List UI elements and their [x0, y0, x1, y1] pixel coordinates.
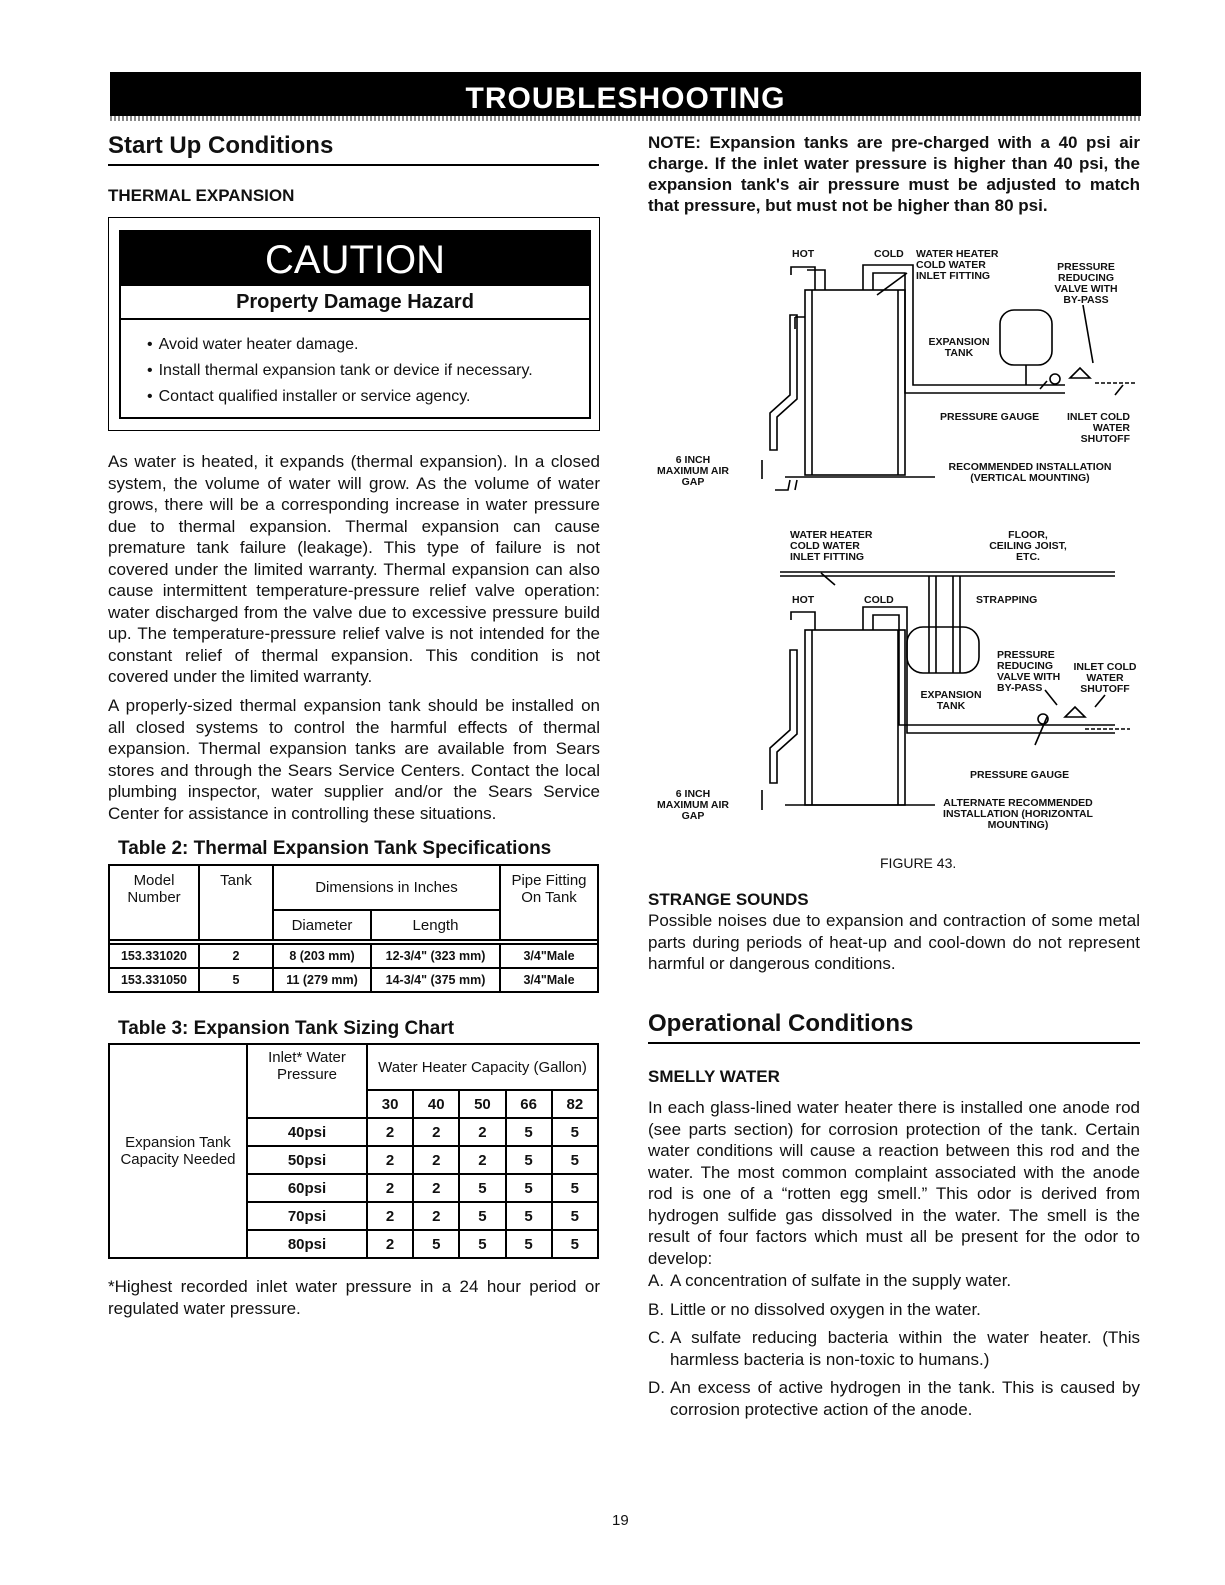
table3-header-inlet: Inlet* Water Pressure	[247, 1044, 367, 1118]
caution-subtitle: Property Damage Hazard	[121, 286, 589, 320]
table3-cell: 5	[552, 1118, 598, 1146]
fig-label-cold-bottom: COLD	[864, 594, 894, 606]
list-item	[648, 1270, 1140, 1292]
figure-43-diagram	[645, 245, 1145, 845]
caution-panel	[119, 230, 591, 419]
table2-cell: 3/4"Male	[500, 968, 598, 992]
table3	[108, 1043, 599, 1259]
fig-label-exp-tank-bottom: EXPANSION TANK	[920, 689, 982, 712]
table3-gallon: 40	[413, 1090, 459, 1118]
table3-cell: 5	[459, 1202, 505, 1230]
table2-header-model: Model Number	[109, 865, 199, 940]
table3-gallon: 30	[367, 1090, 413, 1118]
table2-cell: 153.331050	[109, 968, 199, 992]
table3-pressure: 60psi	[247, 1174, 367, 1202]
smelly-water-text: In each glass-lined water heater there is installed one anode rod (see parts section) for corrosion protection of the tank. Certain water conditions will cause a reaction between this rod and the water. The most common complaint associated with the anode rod is one of a “rotten egg smell.” This odor is derived from hydrogen sulfide gas dissolved in the water. The smell is the result of four factors which must all be present for the odor to develop:	[648, 1098, 1140, 1268]
table2-cell: 3/4"Male	[500, 944, 598, 968]
figure-label: FIGURE 43.	[880, 855, 957, 871]
section-title-operational: Operational Conditions	[648, 1010, 914, 1037]
fig-label-hot-top: HOT	[792, 248, 815, 260]
table3-cell: 2	[367, 1146, 413, 1174]
caution-item: • Install thermal expansion tank or device if necessary.	[147, 358, 589, 384]
table2-header-length: Length	[371, 910, 500, 940]
factor-letter: B.	[648, 1299, 665, 1319]
table3-gallon: 82	[552, 1090, 598, 1118]
water-heater-tank-top	[805, 290, 905, 475]
list-item	[648, 1377, 1140, 1420]
start-up-section	[108, 132, 599, 166]
table3-cell: 2	[413, 1174, 459, 1202]
caution-list	[121, 320, 589, 410]
table3-footnote: *Highest recorded inlet water pressure in a 24 hour period or regulated water pressure.	[108, 1277, 600, 1318]
strange-sounds-heading: STRANGE SOUNDS	[648, 890, 809, 909]
fig-label-cold-top: COLD	[874, 248, 904, 260]
fig-label-airgap-top: 6 INCH MAXIMUM AIR GAP	[657, 454, 729, 488]
table3-cell: 2	[459, 1146, 505, 1174]
table3-cell: 5	[459, 1174, 505, 1202]
caution-item: • Contact qualified installer or service agency.	[147, 384, 589, 410]
table3-cell: 5	[506, 1118, 552, 1146]
fig-label-airgap-bottom: 6 INCH MAXIMUM AIR GAP	[657, 788, 729, 822]
operational-section	[648, 1010, 1140, 1044]
fig-label-floor: FLOOR, CEILING JOIST, ETC.	[989, 529, 1067, 563]
table2-cell: 153.331020	[109, 944, 199, 968]
table-row	[109, 968, 598, 992]
table-row	[109, 944, 598, 968]
list-item	[648, 1299, 1140, 1321]
thermal-expansion-heading: THERMAL EXPANSION	[108, 186, 295, 205]
smelly-water-heading: SMELLY WATER	[648, 1067, 780, 1086]
section-rule	[108, 164, 599, 166]
table2	[108, 864, 599, 993]
factor-text: A sulfate reducing bacteria within the water heater. (This harmless bacteria is non-toxic to humans.)	[670, 1328, 1140, 1369]
table2-caption: Table 2: Thermal Expansion Tank Specifications	[118, 838, 552, 859]
page-banner: TROUBLESHOOTING	[110, 72, 1141, 116]
table3-gallon: 50	[459, 1090, 505, 1118]
fig-caption-vertical: RECOMMENDED INSTALLATION (VERTICAL MOUNTING)	[948, 461, 1112, 484]
table3-cell: 2	[367, 1118, 413, 1146]
factor-letter: D.	[648, 1378, 665, 1397]
fig-label-gauge-bottom: PRESSURE GAUGE	[970, 769, 1070, 781]
table3-cell: 5	[552, 1202, 598, 1230]
table3-cell: 5	[552, 1146, 598, 1174]
list-item	[648, 1327, 1140, 1370]
factor-letter: A.	[648, 1271, 665, 1290]
fig-label-strapping: STRAPPING	[976, 594, 1038, 606]
fig-label-prv-bottom: PRESSURE REDUCING VALVE WITH BY-PASS	[997, 649, 1061, 694]
table3-cell: 5	[506, 1174, 552, 1202]
table2-header-dimensions: Dimensions in Inches	[273, 865, 500, 910]
caution-box	[108, 217, 600, 431]
table3-caption: Table 3: Expansion Tank Sizing Chart	[118, 1018, 455, 1039]
table3-cell: 2	[413, 1118, 459, 1146]
table2-header-diameter: Diameter	[273, 910, 371, 940]
table3-cell: 2	[367, 1202, 413, 1230]
table3-cell: 5	[506, 1230, 552, 1258]
odor-factor-list	[648, 1270, 1140, 1420]
section-title-start-up: Start Up Conditions	[108, 132, 334, 159]
table3-cell: 2	[459, 1118, 505, 1146]
table3-cell: 5	[413, 1230, 459, 1258]
fig-label-shutoff-top: INLET COLD WATER SHUTOFF	[1067, 411, 1130, 445]
table2-header-tank: Tank	[199, 865, 273, 940]
table3-cell: 2	[413, 1146, 459, 1174]
fig-label-wh-inlet-top: WATER HEATER COLD WATER INLET FITTING	[916, 248, 999, 282]
table3-cell: 5	[506, 1146, 552, 1174]
table3-pressure: 70psi	[247, 1202, 367, 1230]
table3-header-expansion: Expansion Tank Capacity Needed	[109, 1044, 247, 1258]
table3-header-capacity: Water Heater Capacity (Gallon)	[367, 1044, 598, 1090]
fig-label-gauge-top: PRESSURE GAUGE	[940, 411, 1040, 423]
strange-sounds-text: Possible noises due to expansion and contraction of some metal parts during periods of heat-up and cool-down do not represent harmful or dangerous conditions.	[648, 911, 1140, 973]
factor-text: A concentration of sulfate in the supply water.	[670, 1271, 1012, 1290]
table3-cell: 5	[459, 1230, 505, 1258]
table2-cell: 8 (203 mm)	[273, 944, 371, 968]
section-rule	[648, 1042, 1140, 1044]
fig-label-hot-bottom: HOT	[792, 594, 815, 606]
factor-text: Little or no dissolved oxygen in the water.	[670, 1299, 981, 1319]
table3-pressure: 80psi	[247, 1230, 367, 1258]
factor-text: An excess of active hydrogen in the tank. This is caused by corrosion protective action of the anode.	[670, 1378, 1140, 1419]
thermal-paragraph-2: A properly-sized thermal expansion tank should be installed on all closed systems to control the harmful effects of thermal expansion. Thermal expansion tanks are available from Sears stores and through the Sears Service Centers. Contact the local plumbing inspector, water supplier and/or the Sears Service Center for assistance in controlling these situations.	[108, 696, 600, 823]
water-heater-tank-bottom	[805, 630, 905, 805]
table2-cell: 14-3/4" (375 mm)	[371, 968, 500, 992]
factor-letter: C.	[648, 1328, 665, 1347]
banner-rule	[110, 116, 1141, 121]
table3-cell: 5	[552, 1174, 598, 1202]
table2-cell: 2	[199, 944, 273, 968]
table3-cell: 2	[367, 1174, 413, 1202]
page-number: 19	[612, 1512, 629, 1529]
table3-pressure: 40psi	[247, 1118, 367, 1146]
fig-label-exp-tank-top: EXPANSION TANK	[928, 336, 990, 359]
table3-cell: 5	[552, 1230, 598, 1258]
fig-label-shutoff-bottom: INLET COLD WATER SHUTOFF	[1073, 661, 1137, 695]
fig-label-prv-top: PRESSURE REDUCING VALVE WITH BY-PASS	[1054, 261, 1118, 306]
table3-cell: 2	[367, 1230, 413, 1258]
expansion-tank-note: NOTE: Expansion tanks are pre-charged with a 40 psi air charge. If the inlet water pressure is higher than 40 psi, the expansion tank's air pressure must be adjusted to match that pressure, but must not be higher than 80 psi.	[648, 133, 1140, 215]
table3-pressure: 50psi	[247, 1146, 367, 1174]
caution-title: CAUTION	[121, 232, 589, 286]
table2-cell: 5	[199, 968, 273, 992]
table3-gallon: 66	[506, 1090, 552, 1118]
table3-cell: 2	[413, 1202, 459, 1230]
table2-cell: 12-3/4" (323 mm)	[371, 944, 500, 968]
table2-header-pipe: Pipe Fitting On Tank	[500, 865, 598, 940]
fig-label-wh-inlet-bottom: WATER HEATER COLD WATER INLET FITTING	[790, 529, 873, 563]
table3-cell: 5	[506, 1202, 552, 1230]
table2-cell: 11 (279 mm)	[273, 968, 371, 992]
fig-caption-horizontal: ALTERNATE RECOMMENDED INSTALLATION (HORIZONTAL MOUNTING)	[943, 797, 1093, 831]
caution-item: • Avoid water heater damage.	[147, 332, 589, 358]
thermal-paragraph-1: As water is heated, it expands (thermal expansion). In a closed system, the volume of water will grow. As the volume of water grows, there will be a corresponding increase in water pressure due to thermal expansion. Thermal expansion can cause premature tank failure (leakage). This type of failure is not covered under the limited warranty. Thermal expansion can also cause intermittent temperature-pressure relief valve operation: water discharged from the valve due to excessive pressure build up. The temperature-pressure relief valve is not intended for the constant relief of thermal expansion. This condition is not covered under the limited warranty.	[108, 452, 600, 686]
